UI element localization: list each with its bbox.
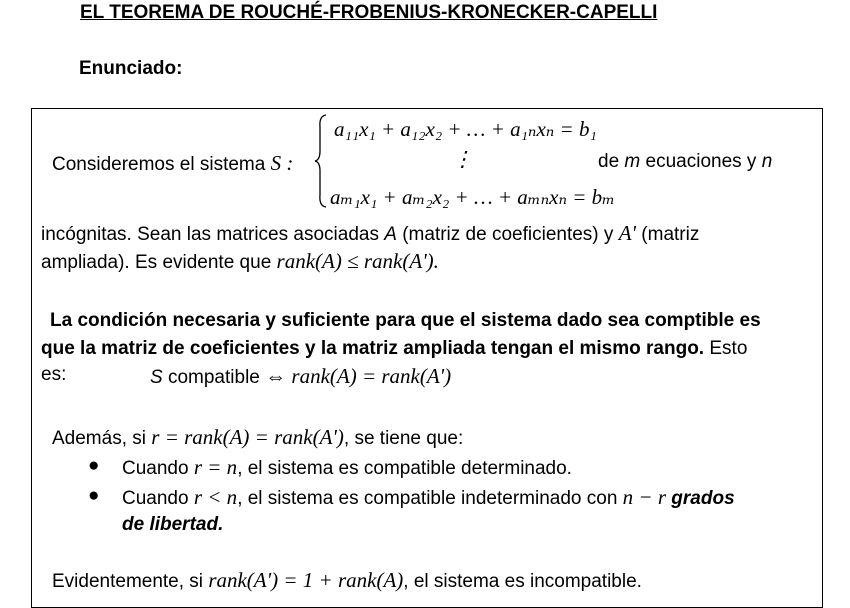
matrices-line-2 [41,249,439,274]
text-segment: grados [671,488,735,509]
matrix-A: A [384,224,397,245]
text-segment: , el sistema es compatible indeterminado con [237,488,618,509]
vertical-dots: ⋮ [452,147,473,171]
degrees-expression: n − r [622,485,667,509]
text-segment: (matriz [641,224,700,245]
tail-de: de [598,151,620,172]
condition-formula [150,364,451,389]
bullet-icon: ● [88,455,100,476]
incompatible-condition: rank(A') = 1 + rank(A) [208,568,404,592]
var-n: n [761,151,773,172]
intro-lead: Consideremos el sistema [52,154,266,175]
rank-definition [52,425,463,450]
text-segment: de libertad. [122,514,224,535]
condition-line-3 [41,364,66,386]
text-segment: Cuando [122,488,189,509]
left-brace-icon [314,113,328,209]
matrix-A-prime: A' [618,221,637,245]
system-tail [598,151,772,173]
condition-r-less-n: r < n [193,485,238,509]
text-segment: incógnitas. Sean las matrices asociadas [41,224,379,245]
var-S: S [150,367,163,388]
condition-r-equals-n: r = n [193,455,238,479]
rank-inequality: rank(A) ≤ rank(A'). [276,249,439,273]
text-segment: , el sistema es compatible determinado. [237,458,572,479]
bullet-indeterminado-cont [122,514,223,536]
text-segment: es: [41,364,67,385]
system-symbol: S : [270,151,294,175]
text-segment: Cuando [122,458,189,479]
text-segment: Evidentemente, si [52,571,204,592]
matrices-line-1 [41,221,699,246]
condition-bold: que la matriz de coeficientes y la matriz ampliada tengan el mismo rango. [41,338,705,359]
equivalence-formula: ⇔ rank(A) = rank(A') [265,364,452,388]
incompatible-line [52,568,642,593]
rank-equation: r = rank(A) = rank(A') [151,425,344,449]
text-segment: (matriz de coeficientes) y [402,224,614,245]
text-segment: compatible [167,367,260,388]
text-segment: , el sistema es incompatible. [403,571,642,592]
equation-last: aₘ₁x₁ + aₘ₂x₂ + … + aₘₙxₙ = bₘ [330,185,616,209]
text-segment: Esto [709,338,748,359]
condition-line-2 [41,338,747,360]
page-title: EL TEOREMA DE ROUCHÉ-FROBENIUS-KRONECKER-CAPELLI [80,2,658,23]
bullet-determinado [122,455,572,480]
text-segment: Además, si [52,428,146,449]
section-heading: Enunciado: [79,58,183,79]
text-segment: ampliada). Es evidente que [41,252,272,273]
text-segment: , se tiene que: [343,428,464,449]
var-m: m [624,151,641,172]
bullet-icon: ● [88,485,100,506]
equation-first: a₁₁x₁ + a₁₂x₂ + … + a₁ₙxₙ = b₁ [334,117,597,141]
condition-line-1: La condición necesaria y suficiente para que el sistema dado sea comptible es [50,310,761,331]
tail-ecuaciones: ecuaciones y [645,151,757,172]
bullet-indeterminado [122,485,735,510]
intro-text [52,151,293,176]
theorem-box [31,108,823,608]
